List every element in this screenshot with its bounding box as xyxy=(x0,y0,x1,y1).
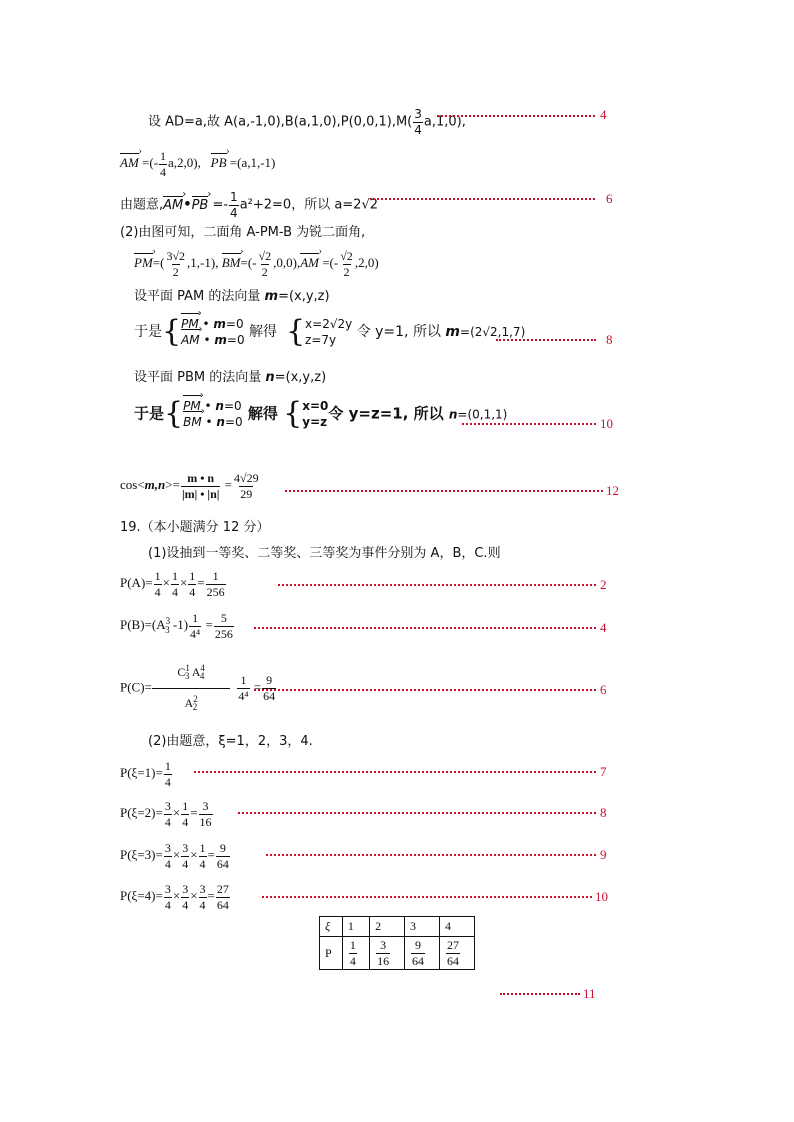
line-dot-product: 由题意,AM ›•PB › =- $\frac{1}{4}$ a²+2=0，所以 a=2√2 xyxy=(120,191,378,219)
line-vectors-pm-bm-am: PM ›=( $\frac{3√2}{2}$ ,1,-1), BM ›=(- $\frac{√2}{2}$ ,0,0),AM › =(- $\frac{√2}{2}$ ,2,0) xyxy=(134,250,379,278)
fraction: $\frac{1}{4}$ xyxy=(230,190,238,220)
score-mark: 4 xyxy=(600,620,607,635)
line-coordinates xyxy=(148,108,466,136)
score-mark: 12 xyxy=(606,483,619,498)
line-normal-pbm: 设平面 PBM 的法向量 n=(x,y,z) xyxy=(134,370,327,385)
line-pc: P(C)= $\frac{C^1_3 A^4_4}{A^2_2}$ $\frac{1}{\text{4⁴}}$ = $\frac{9}{64}$ xyxy=(120,663,276,713)
equation-system: PM › • n=0 BM › • n=0 xyxy=(183,398,243,430)
fraction: $\frac{m • n}{|m| • |n|}$ xyxy=(181,471,220,501)
table-row: P $\frac{1}{4}$ $\frac{3}{16}$ $\frac{9}{64}$ $\frac{27}{64}$ xyxy=(320,937,475,970)
score-mark: 4 xyxy=(600,107,607,122)
line-dihedral: (2)由图可知，二面角 A-PM-B 为锐二面角, xyxy=(120,225,366,240)
score-leader xyxy=(266,854,596,856)
fraction: $\frac{3√2}{2}$ xyxy=(166,249,186,279)
score-mark: 10 xyxy=(595,889,608,904)
coords-tail: a,1,0), xyxy=(423,114,466,130)
fraction: $\frac{√2}{2}$ xyxy=(340,249,353,279)
vector-pb: PB › xyxy=(211,156,227,169)
score-mark: 10 xyxy=(600,416,613,431)
score-leader xyxy=(496,339,596,341)
score-mark: 8 xyxy=(606,332,613,347)
score-leader xyxy=(254,689,596,691)
fraction: $\frac{3}{4}$ xyxy=(414,107,422,137)
question-19-part1: (1)设抽到一等奖、二等奖、三等奖为事件分别为 A，B，C.则 xyxy=(148,546,501,561)
score-mark: 2 xyxy=(600,577,607,592)
line-solve-m: 于是{ PM › • m=0 AM › • m=0 解得 { x=2√2y z=7y 令 y=1, 所以 m=(2√2,1,7) xyxy=(134,316,525,348)
score-mark: 7 xyxy=(600,764,607,779)
vector-am: AM › xyxy=(163,199,183,212)
vector-bm: BM › xyxy=(222,256,241,269)
score-leader xyxy=(194,771,596,773)
table-row: ξ 1 2 3 4 xyxy=(320,917,475,937)
score-leader xyxy=(437,115,595,117)
score-leader xyxy=(254,627,596,629)
fraction: $\frac{1}{4}$ xyxy=(160,149,167,179)
line-pxi4: P(ξ=4)= $\frac{3}{4}$ × $\frac{3}{4}$ × $\frac{3}{4}$ = $\frac{27}{64}$ xyxy=(120,882,229,912)
score-leader xyxy=(262,896,592,898)
part-2: (2)由题意，ξ=1，2，3，4. xyxy=(148,734,313,749)
line-normal-pam: 设平面 PAM 的法向量 m=(x,y,z) xyxy=(134,289,330,304)
vector-am: AM › xyxy=(120,156,139,169)
equation-system: PM › • m=0 AM › • m=0 xyxy=(181,316,245,348)
score-mark: 8 xyxy=(600,805,607,820)
line-cosine: cos<m,n>= $\frac{m • n}{|m| • |n|}$ = $\frac{4√29}{29}$ xyxy=(120,471,259,501)
solution-system: x=0 y=z xyxy=(302,399,329,430)
line-pxi2: P(ξ=2)= $\frac{3}{4}$ × $\frac{1}{4}$ = $\frac{3}{16}$ xyxy=(120,799,212,829)
line-pxi1: P(ξ=1)= $\frac{1}{4}$ xyxy=(120,759,171,789)
score-mark: 6 xyxy=(600,682,607,697)
vector-pb: PB › xyxy=(192,199,209,212)
question-19-title: 19.（本小题满分 12 分） xyxy=(120,520,270,535)
vector-pm: PM › xyxy=(134,256,153,269)
fraction: $\frac{√2}{2}$ xyxy=(258,249,272,279)
score-leader xyxy=(285,490,603,492)
solution-system: x=2√2y z=7y xyxy=(305,317,353,348)
line-pb: $P(B)=(A^3_3$ -1) $\frac{1}{\text{4⁴}}$ = $\frac{5}{256}$ xyxy=(120,611,233,641)
score-leader xyxy=(462,423,596,425)
coords-text: 设 AD=a,故 A(a,-1,0),B(a,1,0),P(0,0,1),M( xyxy=(148,114,413,130)
score-mark: 11 xyxy=(583,986,596,1001)
score-mark: 9 xyxy=(600,847,607,862)
score-leader xyxy=(278,584,596,586)
score-leader xyxy=(370,198,595,200)
line-pxi3: P(ξ=3)= $\frac{3}{4}$ × $\frac{3}{4}$ × $\frac{1}{4}$ = $\frac{9}{64}$ xyxy=(120,841,229,871)
distribution-table xyxy=(319,916,475,970)
score-leader xyxy=(238,812,596,814)
line-pa: P(A)= $\frac{1}{4}$ × $\frac{1}{4}$ × $\frac{1}{4}$ = $\frac{1}{256}$ xyxy=(120,569,225,599)
vector-am: AM › xyxy=(300,256,319,269)
score-leader xyxy=(500,993,580,995)
line-solve-n: 于是{ PM › • n=0 BM › • n=0 解得 { x=0 y=z 令 y=z=1, 所以 n=(0,1,1) xyxy=(134,398,507,430)
line-vectors-am-pb: AM › =(- $\frac{1}{4}$ a,2,0), PB › =(a,1,-1) xyxy=(120,150,275,178)
fraction: $\frac{4√29}{29}$ xyxy=(233,471,259,501)
score-mark: 6 xyxy=(606,191,613,206)
